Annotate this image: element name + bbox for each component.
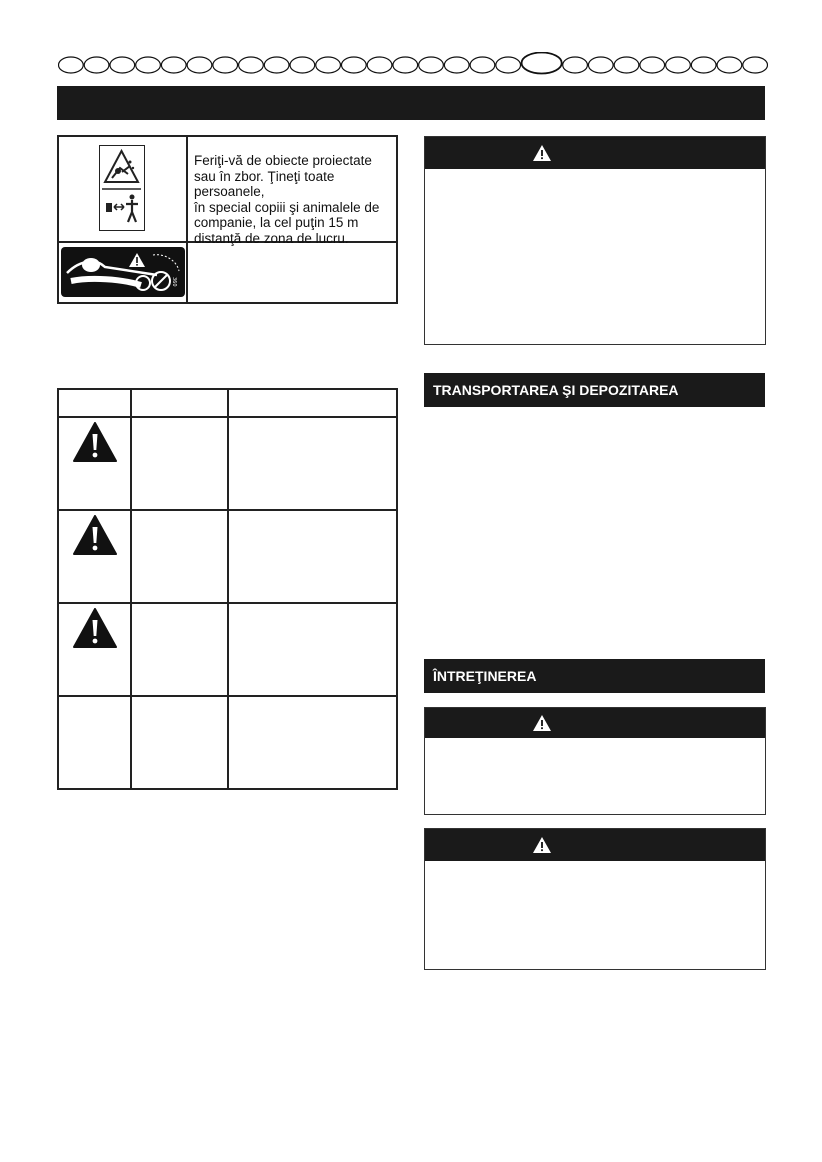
warning-triangle-icon bbox=[532, 836, 552, 854]
warning-box bbox=[424, 828, 766, 970]
language-tab[interactable] bbox=[59, 57, 84, 73]
page-title-bar bbox=[57, 86, 765, 120]
language-tab[interactable] bbox=[666, 57, 691, 73]
thrown-objects-and-distance-icon bbox=[99, 145, 145, 231]
language-tab[interactable] bbox=[614, 57, 639, 73]
language-tab[interactable] bbox=[290, 57, 315, 73]
language-tab[interactable] bbox=[743, 57, 768, 73]
warning-triangle-icon bbox=[73, 608, 117, 648]
language-tab[interactable] bbox=[367, 57, 392, 73]
warning-box bbox=[424, 136, 766, 345]
language-tab[interactable] bbox=[640, 57, 665, 73]
language-tab[interactable] bbox=[84, 57, 109, 73]
warning-triangle-icon bbox=[73, 515, 117, 555]
cutting-head-warning-icon bbox=[61, 247, 185, 297]
language-tabs bbox=[58, 52, 768, 78]
language-tab[interactable] bbox=[264, 57, 289, 73]
language-tab[interactable] bbox=[563, 57, 588, 73]
language-tab[interactable] bbox=[136, 57, 161, 73]
language-tab[interactable] bbox=[393, 57, 418, 73]
warning-symbols-table bbox=[57, 388, 398, 790]
language-tab[interactable] bbox=[341, 57, 366, 73]
language-tab[interactable] bbox=[444, 57, 469, 73]
language-tab-strip bbox=[58, 52, 768, 78]
warning-triangle-icon bbox=[532, 144, 552, 162]
warning-triangle-icon bbox=[73, 422, 117, 462]
language-tab-active[interactable] bbox=[522, 53, 562, 74]
language-tab[interactable] bbox=[419, 57, 444, 73]
warning-box bbox=[424, 707, 766, 815]
language-tab[interactable] bbox=[717, 57, 742, 73]
language-tab[interactable] bbox=[588, 57, 613, 73]
symbol-table bbox=[57, 135, 398, 304]
language-tab[interactable] bbox=[496, 57, 521, 73]
transport-storage-heading: TRANSPORTAREA ŞI DEPOZITAREA bbox=[424, 373, 765, 407]
language-tab[interactable] bbox=[470, 57, 495, 73]
maintenance-heading: ÎNTREŢINEREA bbox=[424, 659, 765, 693]
language-tab[interactable] bbox=[187, 57, 212, 73]
language-tab[interactable] bbox=[239, 57, 264, 73]
language-tab[interactable] bbox=[316, 57, 341, 73]
language-tab[interactable] bbox=[691, 57, 716, 73]
warning-triangle-icon bbox=[532, 714, 552, 732]
flying-objects-warning-text: Feriţi-vă de obiecte proiectate sau în zbor. Ţineţi toate persoanele, în special copiii şi animalele de companie, la cel puţin 15 m distanţă de zona de lucru. bbox=[194, 153, 380, 246]
svg-text:360: 360 bbox=[171, 277, 177, 287]
language-tab[interactable] bbox=[213, 57, 238, 73]
language-tab[interactable] bbox=[110, 57, 135, 73]
language-tab[interactable] bbox=[161, 57, 186, 73]
